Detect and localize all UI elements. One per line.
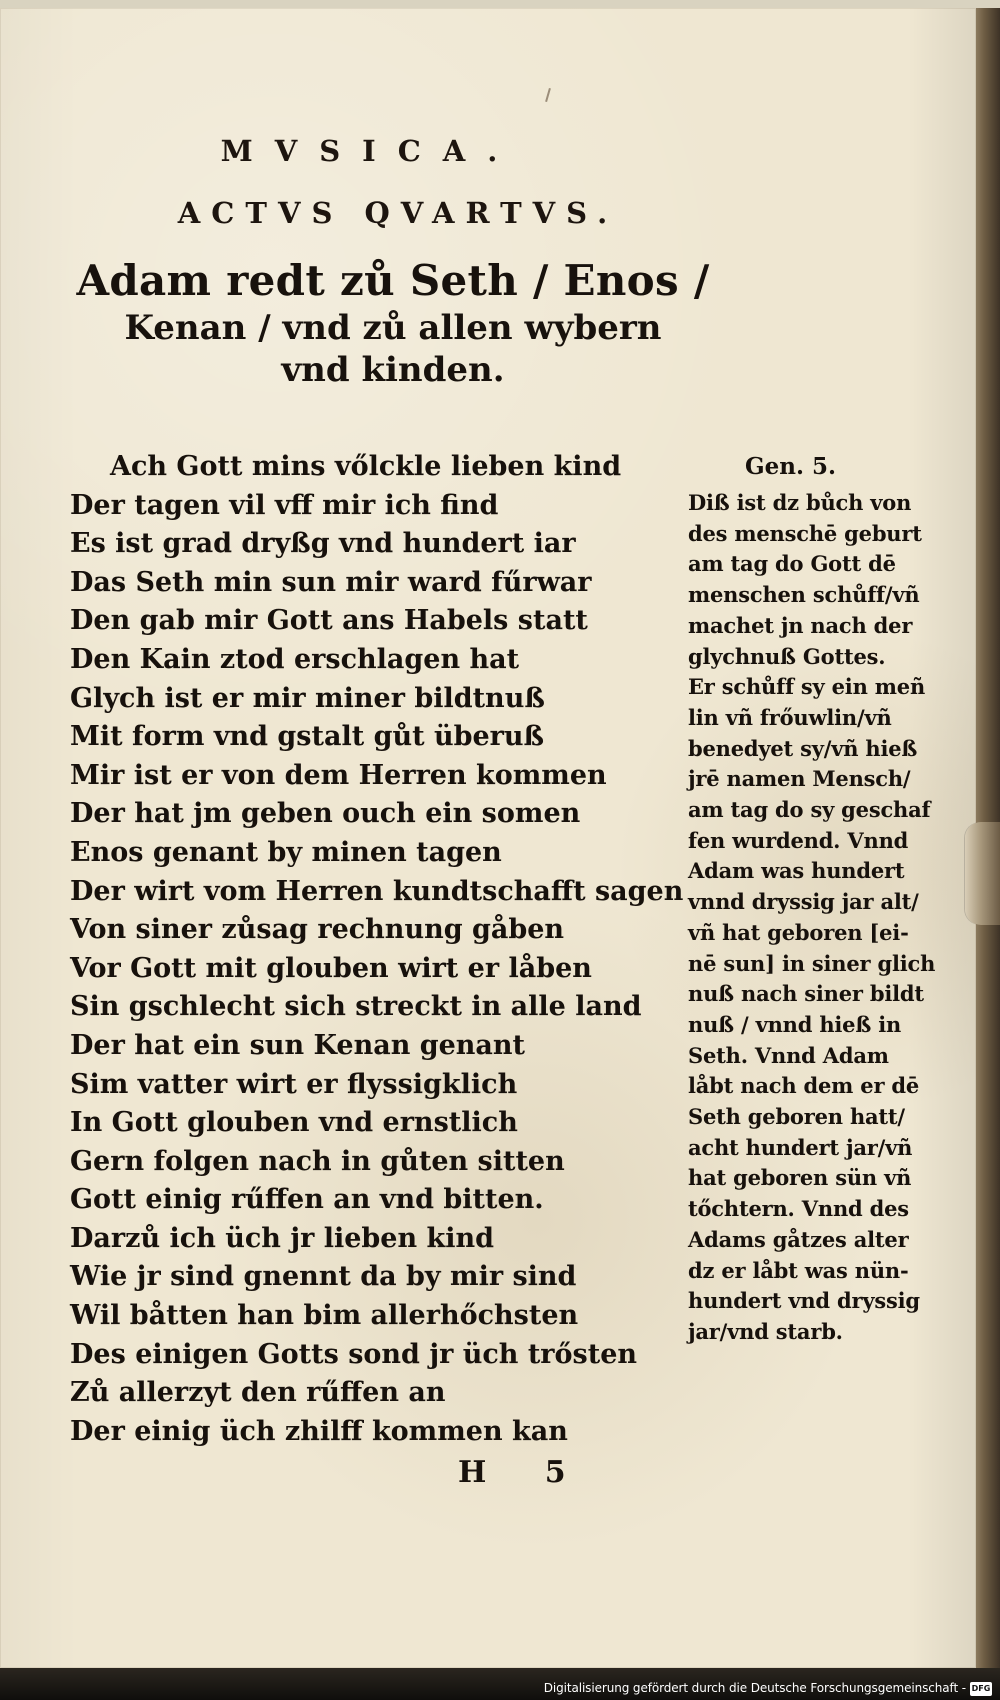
scene-heading-line-1: Adam redt zů Seth / Enos / [76, 256, 710, 305]
margin-reference: Gen. 5. [745, 453, 837, 480]
margin-note-line: Seth. Vnnd Adam [688, 1042, 889, 1068]
verse-line: Es ist grad dryßg vnd hundert iar [70, 528, 576, 560]
verse-line: Der wirt vom Herren kundtschafft sagen [70, 875, 684, 907]
verse-line: Wie jr sind gnennt da by mir sind [70, 1261, 577, 1293]
margin-note-line: des menschē geburt [688, 520, 922, 546]
book-clasp [965, 822, 1000, 925]
margin-note-line: hat geboren sün vñ [688, 1165, 912, 1191]
act-title: ACTVS QVARTVS. [177, 196, 619, 230]
margin-note-line: jrē namen Mensch/ [688, 766, 911, 792]
margin-note-line: Diß ist dz bůch von [688, 490, 912, 515]
verse-line: In Gott glouben vnd ernstlich [70, 1107, 518, 1139]
verse-line: Der einig üch zhilff kommen kan [70, 1415, 568, 1447]
margin-note-line: nuß nach siner bildt [688, 981, 924, 1007]
dfg-logo: DFG [970, 1682, 992, 1696]
scene-heading-line-2: Kenan / vnd zů allen wybern [124, 308, 662, 348]
verse-line: Mir ist er von dem Herren kommen [70, 759, 607, 791]
verse-line: Mit form vnd gstalt gůt überuß [70, 721, 545, 753]
verse-line: Gern folgen nach in gůten sitten [70, 1145, 565, 1177]
verse-line: Vor Gott mit glouben wirt er låben [70, 952, 592, 984]
margin-note-line: vñ hat geboren [ei- [688, 919, 909, 945]
running-title: MVSICA. [220, 134, 520, 168]
verse-line: Der hat jm geben ouch ein somen [70, 798, 581, 830]
footer-band [0, 1668, 1000, 1700]
verse-line: Das Seth min sun mir ward fűrwar [70, 566, 592, 598]
margin-note-line: am tag do sy geschaf [688, 797, 931, 823]
verse-line: Darzů ich üch jr lieben kind [70, 1222, 494, 1254]
margin-note-line: hundert vnd dryssig [688, 1288, 920, 1314]
margin-note-line: benedyet sy/vñ hieß [688, 735, 918, 761]
verse-line: Den Kain ztod erschlagen hat [70, 643, 520, 675]
verse-line: Der hat ein sun Kenan genant [70, 1029, 526, 1061]
verse-line: Den gab mir Gott ans Habels statt [70, 605, 588, 637]
margin-note-line: machet jn nach der [688, 612, 913, 638]
verse-line: Sim vatter wirt er flyssigklich [70, 1068, 518, 1100]
verse-line: Enos genant by minen tagen [70, 836, 502, 868]
verse-line: Glych ist er mir miner bildtnuß [70, 682, 545, 714]
margin-note-line: fen wurdend. Vnnd [688, 827, 909, 853]
margin-note-line: nuß / vnnd hieß in [688, 1011, 902, 1037]
margin-note-line: vnnd dryssig jar alt/ [688, 889, 919, 915]
margin-note-line: jar/vnd starb. [688, 1318, 843, 1344]
margin-note-line: Er schůff sy ein meñ [688, 674, 926, 700]
verse-line: Gott einig rűffen an vnd bitten. [70, 1184, 544, 1216]
verse-line: Sin gschlecht sich streckt in alle land [70, 991, 642, 1023]
margin-note-line: nē sun] in siner glich [688, 950, 936, 976]
margin-note-line: tőchtern. Vnnd des [688, 1196, 909, 1222]
margin-note-line: glychnuß Gottes. [688, 643, 886, 669]
scene-heading-line-3: vnd kinden. [281, 350, 505, 390]
verse-line: Wil båtten han bim allerhőchsten [70, 1300, 579, 1332]
verse-block [70, 448, 684, 1451]
margin-note-line: am tag do Gott dē [688, 551, 896, 577]
funding-credit: Digitalisierung gefördert durch die Deutsche Forschungsgemeinschaft - [543, 1681, 966, 1695]
margin-note-line: Adam was hundert [688, 858, 905, 884]
verse-line: Zů allerzyt den rűffen an [70, 1377, 446, 1409]
margin-note-line: dz er låbt was nün- [688, 1257, 909, 1283]
scene-heading [68, 255, 718, 391]
margin-note-line: menschen schůff/vñ [688, 582, 920, 608]
margin-note-line: låbt nach dem er dē [688, 1073, 920, 1099]
margin-note [688, 488, 943, 1348]
verse-line: Des einigen Gotts sond jr üch trősten [70, 1338, 638, 1370]
margin-note-line: Adams gåtzes alter [688, 1226, 909, 1252]
margin-note-line: Seth geboren hatt/ [688, 1104, 905, 1130]
verse-line: Der tagen vil vff mir ich find [70, 489, 499, 521]
margin-note-line: lin vñ frőuwlin/vñ [688, 704, 892, 730]
margin-note-line: acht hundert jar/vñ [688, 1134, 913, 1160]
page-signature: H 5 [458, 1455, 590, 1490]
verse-line: Ach Gott mins vőlckle lieben kind [110, 451, 622, 482]
verse-line: Von siner zůsag rechnung gåben [70, 914, 565, 946]
